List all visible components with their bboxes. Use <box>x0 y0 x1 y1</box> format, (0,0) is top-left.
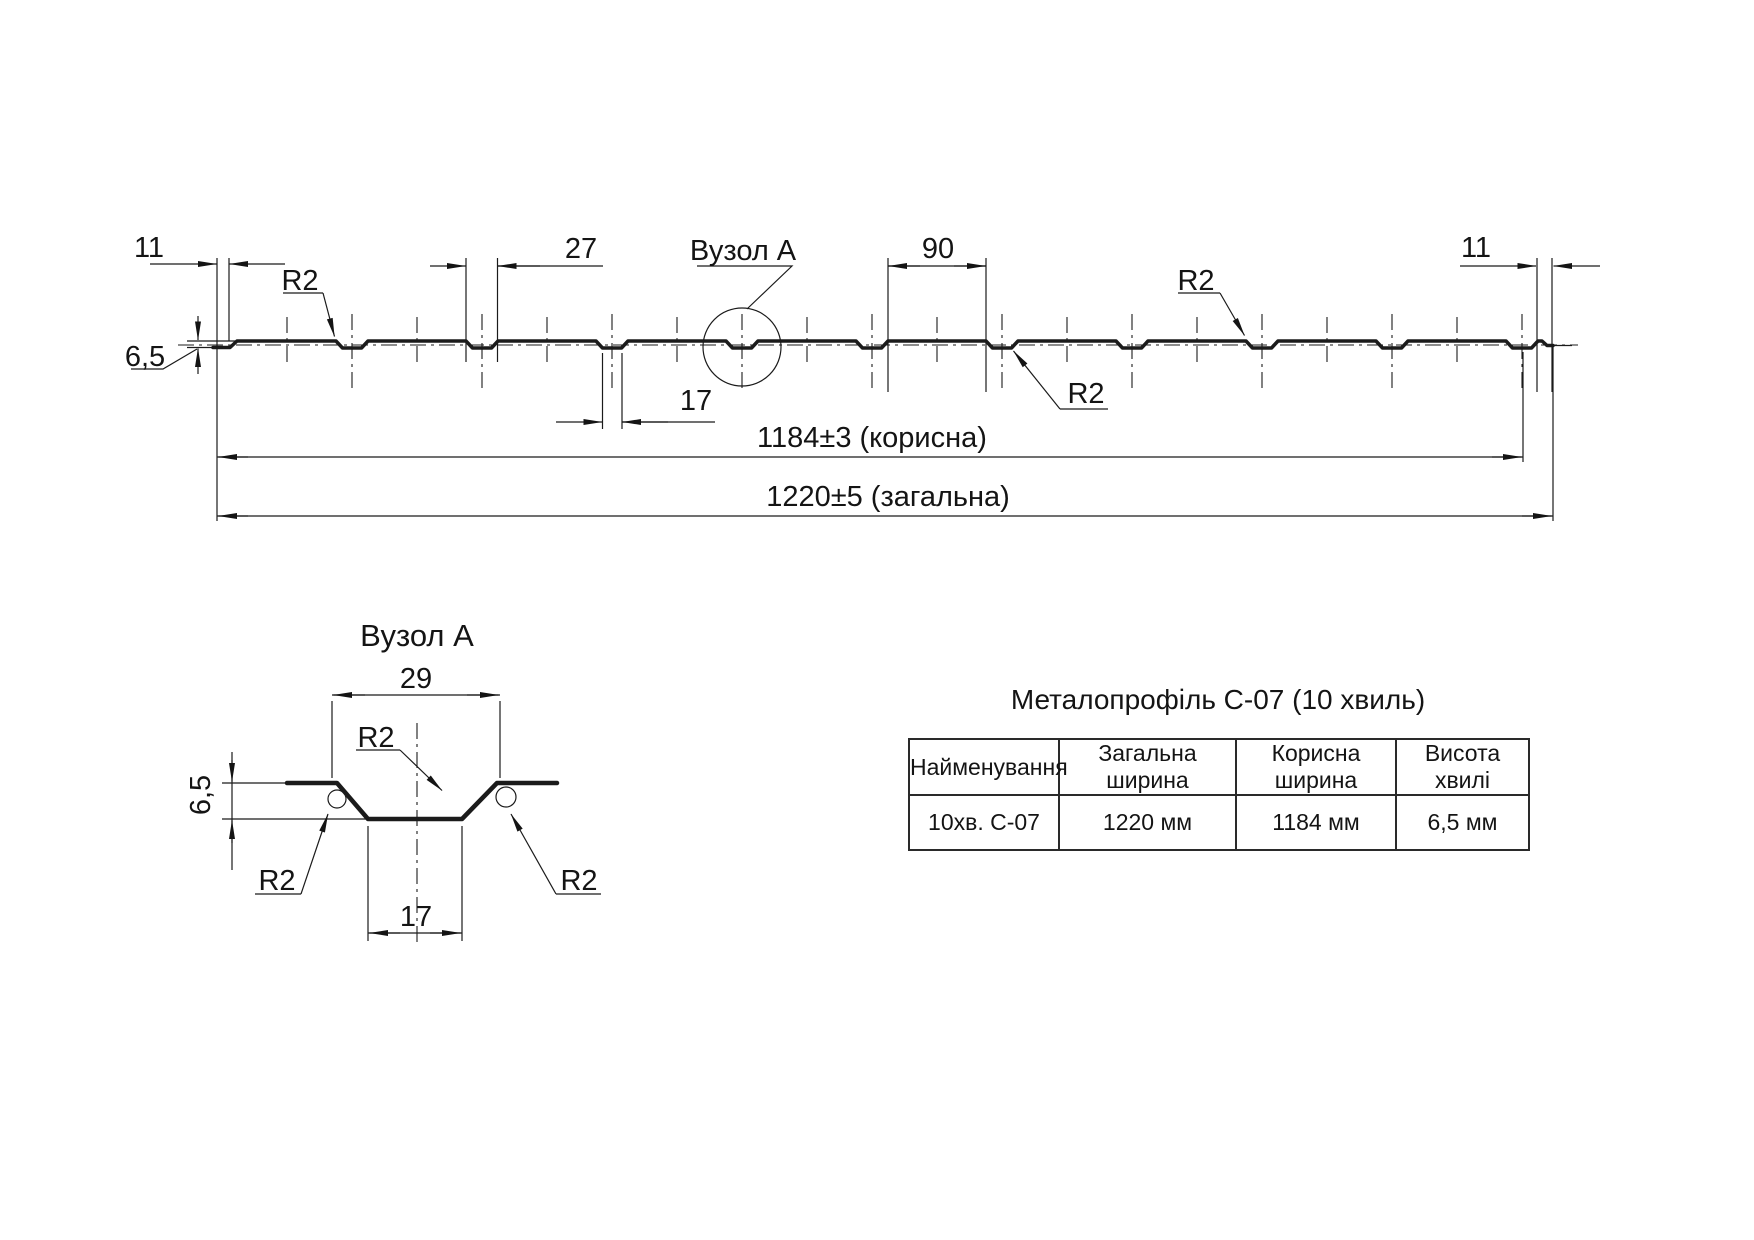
detail-radius-label-right: R2 <box>560 865 598 897</box>
radius-arc-left <box>328 790 346 808</box>
spec-table-header-row <box>909 739 1529 795</box>
radius-label-right: R2 <box>1177 265 1215 297</box>
radius-label-bottom: R2 <box>1067 378 1105 410</box>
detail-title: Вузол А <box>360 618 474 653</box>
spec-table-data-row <box>909 795 1529 850</box>
dim-height-label: 6,5 <box>124 341 166 373</box>
col-header-overall-width: Загальна ширина <box>1059 739 1236 795</box>
detail-radius-label-top: R2 <box>357 722 395 754</box>
col-header-wave-height: Висота хвилі <box>1396 739 1529 795</box>
cell-useful-width: 1184 мм <box>1236 795 1396 850</box>
detail-view <box>185 618 601 945</box>
col-header-name: Найменування <box>909 739 1059 795</box>
node-a-callout-label: Вузол А <box>689 235 797 267</box>
detail-profile-outline <box>287 783 557 819</box>
spec-table <box>908 738 1530 851</box>
dimension-arrows <box>150 264 1600 516</box>
radius-arc-right <box>496 787 516 807</box>
radius-label-left: R2 <box>281 265 319 297</box>
cell-name: 10хв. С-07 <box>909 795 1059 850</box>
cell-overall-width: 1220 мм <box>1059 795 1236 850</box>
detail-radius-label-left: R2 <box>258 865 296 897</box>
dim-wave-bottom-label: 17 <box>679 385 713 417</box>
dim-right-edge-label: 11 <box>1460 232 1492 264</box>
dim-useful-width-label: 1184±3 (корисна) <box>757 422 987 454</box>
col-header-useful-width: Корисна ширина <box>1236 739 1396 795</box>
top-view <box>125 232 1600 521</box>
dim-wave-top-label: 27 <box>564 233 598 265</box>
cell-wave-height: 6,5 мм <box>1396 795 1529 850</box>
dim-left-edge-label: 11 <box>133 232 165 264</box>
detail-dim-top-width-label: 29 <box>399 663 433 695</box>
dim-pitch-label: 90 <box>921 233 955 265</box>
spec-table-title: Металопрофіль С-07 (10 хвиль) <box>1010 684 1426 715</box>
detail-dim-bottom-width-label: 17 <box>399 901 433 933</box>
dim-overall-width-label: 1220±5 (загальна) <box>766 481 1010 513</box>
detail-dim-height-label: 6,5 <box>185 774 217 816</box>
